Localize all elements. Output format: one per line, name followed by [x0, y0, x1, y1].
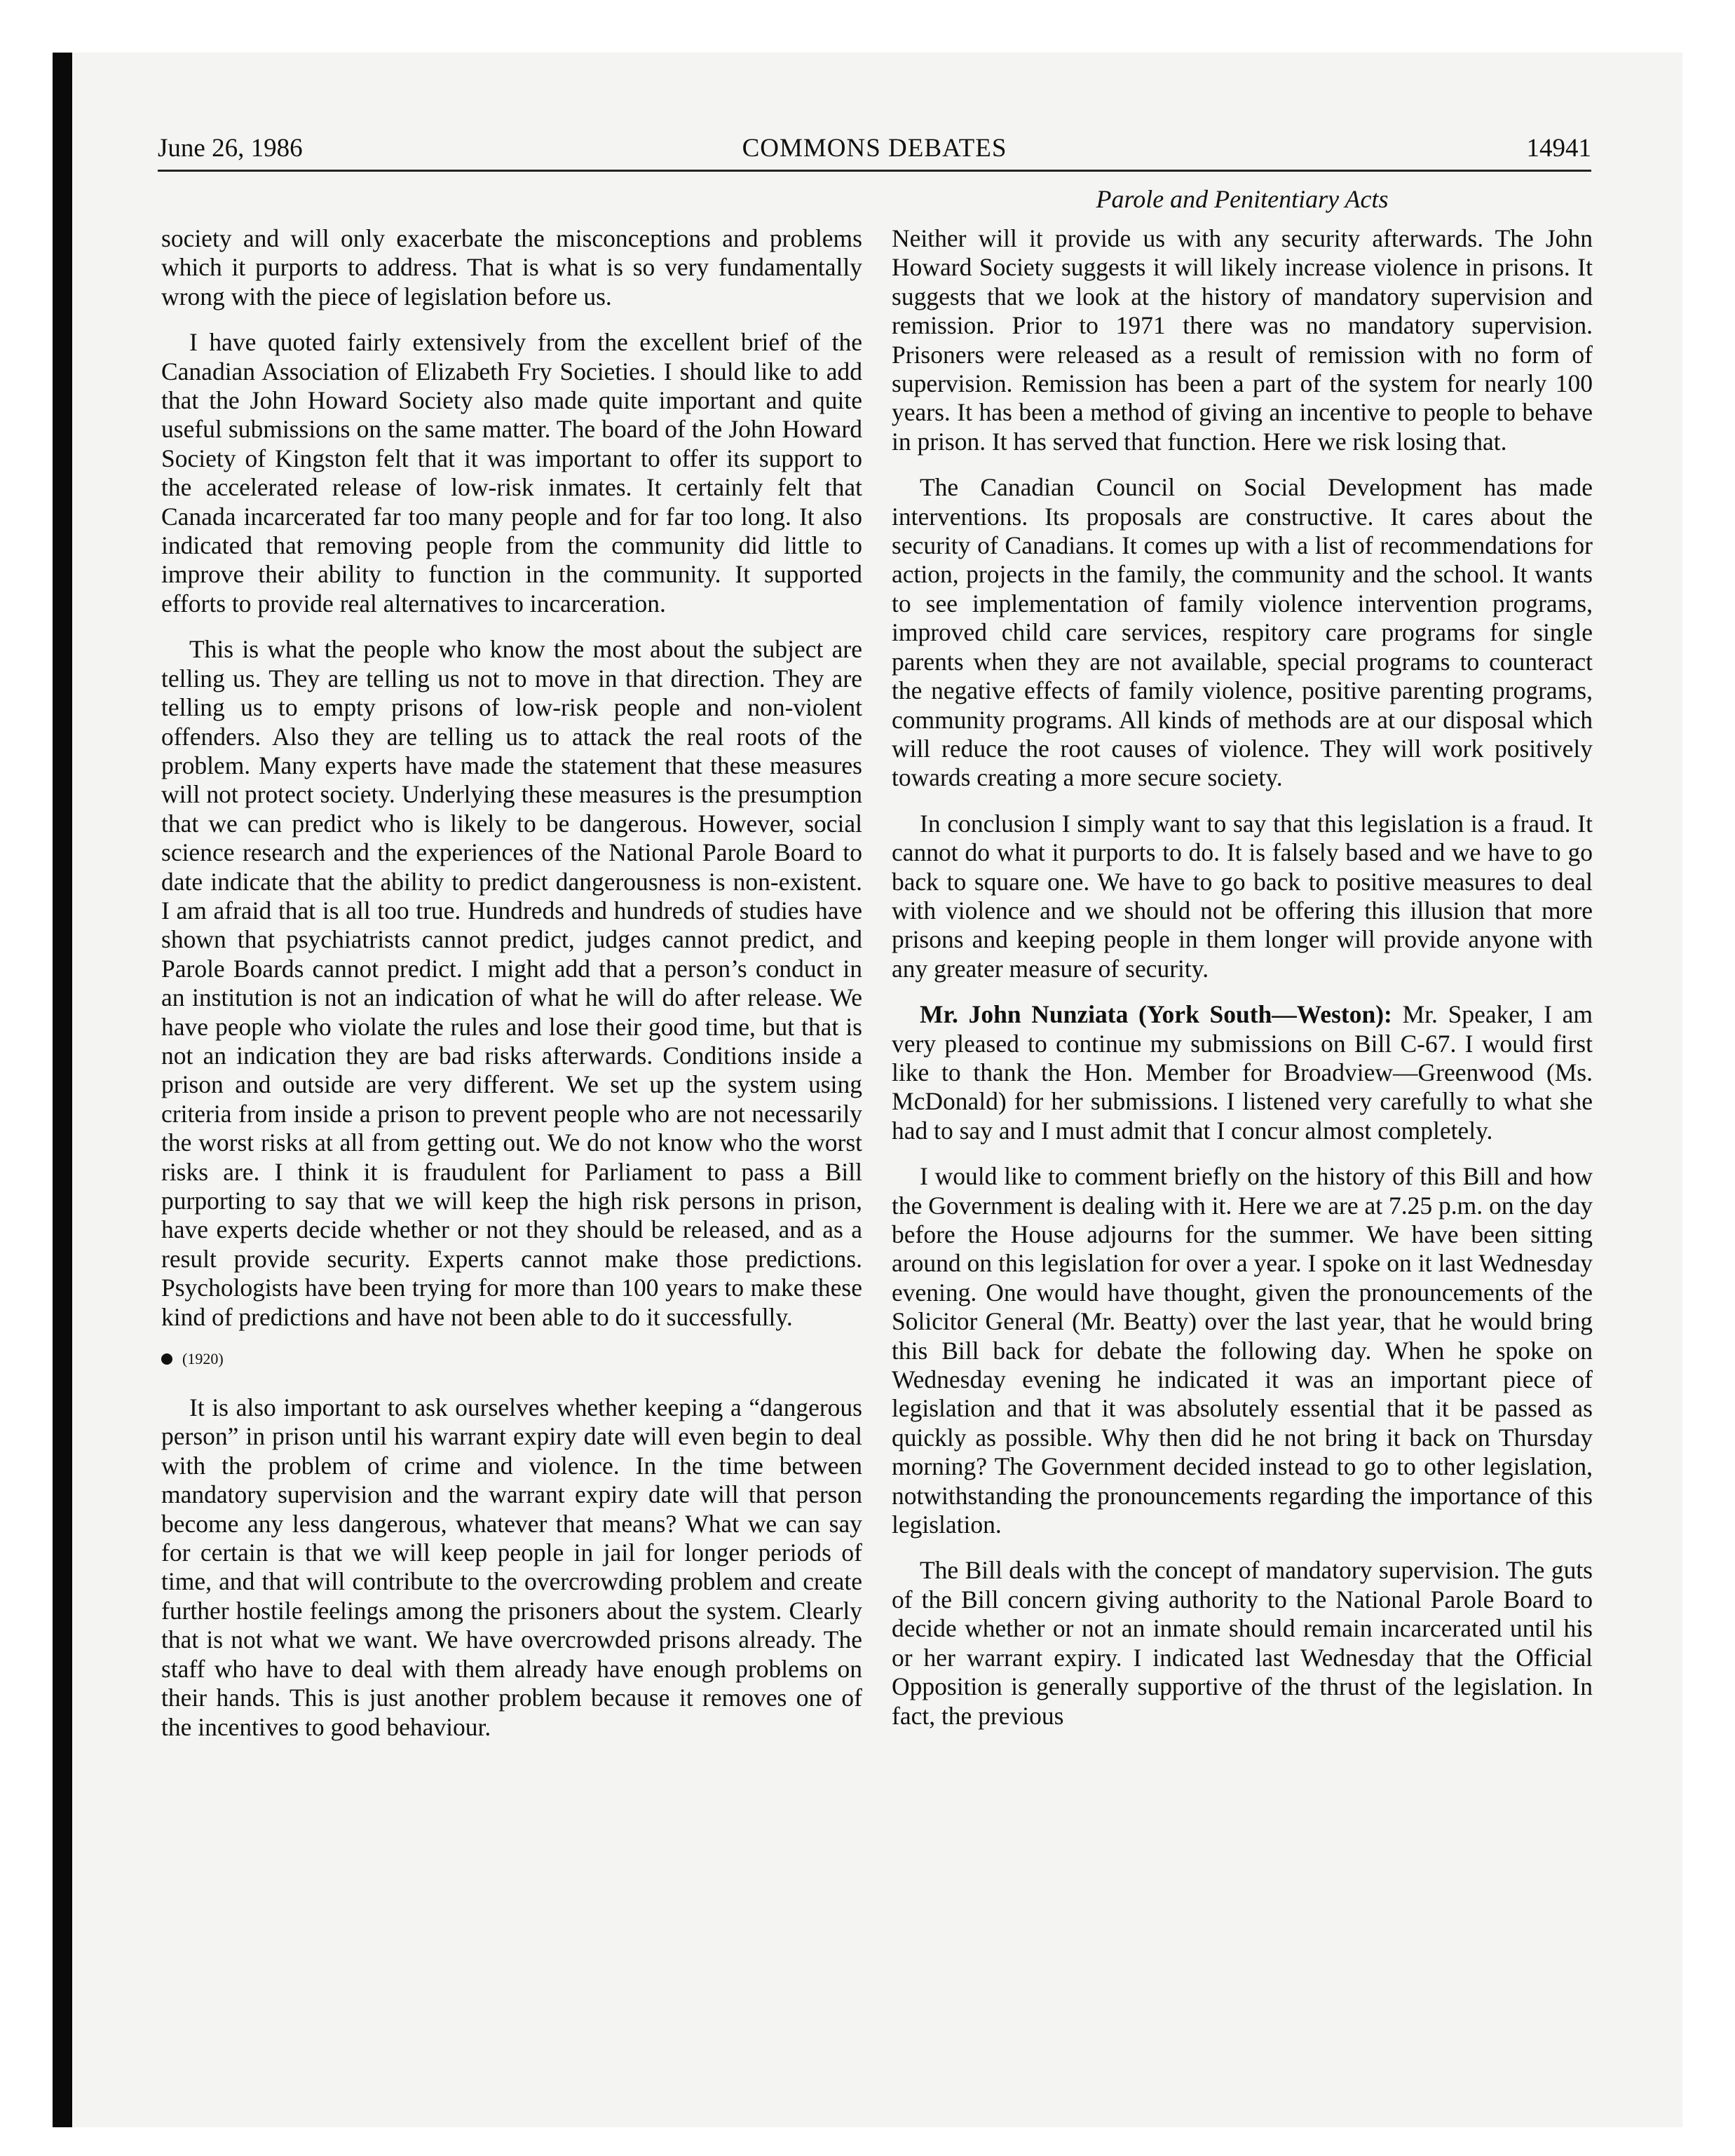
- publication-title: COMMONS DEBATES: [742, 134, 1007, 163]
- paragraph: I would like to comment briefly on the history of this Bill and how the Government is dealing with it. Here we are at 7.25 p.m. on the day before the House adjourns for the summer. We have been sitting around on this legislation for over a year. I spoke on it last Wednesday evening. One would have thought, given the pronouncements of the Solicitor General (Mr. Beatty) over the last year, that he would bring this Bill back for debate the following day. When he spoke on Wednesday evening he indicated it was an important piece of legislation and that it was absolutely essential that it be passed as quickly as possible. Why then did he not bring it back on Thursday morning? The Government decided instead to go to other legislation, notwithstanding the pronouncements regarding the importance of this legislation.: [892, 1162, 1593, 1539]
- paragraph: It is also important to ask ourselves whether keeping a “dangerous person” in prison until his warrant expiry date will even begin to deal with the problem of crime and violence. In the time between mandatory supervision and the warrant expiry date will that person become any less dangerous, whatever that means? What we can say for certain is that we will keep people in jail for longer periods of time, and that will contribute to the overcrowding problem and create further hostile feelings among the prisoners about the system. Clearly that is not what we want. We have overcrowded prisons already. The staff who have to deal with them already have enough problems on their hands. This is just another problem because it removes one of the incentives to good behaviour.: [161, 1393, 862, 1741]
- time-marker: [161, 1349, 862, 1370]
- paragraph: Neither will it provide us with any security afterwards. The John Howard Society suggests it will likely increase violence in prisons. It suggests that we look at the history of mandatory supervision and remission. Prior to 1971 there was no mandatory supervision. Prisoners were released as a result of remission with no form of supervision. Remission has been a part of the system for nearly 100 years. It has been a method of giving an incentive to people to behave in prison. It has served that function. Here we risk losing that.: [892, 224, 1593, 456]
- speech-paragraph: [892, 1000, 1593, 1145]
- time-marker-text: (1920): [182, 1350, 224, 1368]
- paragraph: In conclusion I simply want to say that this legislation is a fraud. It cannot do what it purports to do. It is falsely based and we have to go back to square one. We have to go back to positive measures to deal with violence and we should not be offering this illusion that more prisons and keeping people in them longer will provide anyone with any greater measure of security.: [892, 809, 1593, 983]
- left-column: [161, 224, 862, 1759]
- page-number: 14941: [1526, 134, 1591, 163]
- bullet-icon: [161, 1353, 172, 1365]
- right-column: [892, 224, 1593, 1747]
- speech-text: Mr. Speaker, I am very pleased to continue my submissions on Bill C-67. I would first like to thank the Hon. Member for Broadview—Greenwood (Ms. McDonald) for her submissions. I listened very carefully to what she had to say and I must admit that I concur almost completely.: [892, 1000, 1593, 1145]
- paragraph: This is what the people who know the most about the subject are telling us. They are telling us not to move in that direction. They are telling us to empty prisons of low-risk people and non-violent offenders. Also they are telling us to attack the real roots of the problem. Many experts have made the statement that these measures will not protect society. Underlying these measures is the presumption that we can predict who is likely to be dangerous. However, social science research and the experiences of the National Parole Board to date indicate that the ability to predict dangerousness is non-existent. I am afraid that is all too true. Hundreds and hundreds of studies have shown that psychiatrists cannot predict, judges cannot predict, and Parole Boards cannot predict. I might add that a person’s conduct in an institution is not an indication of what he will do after release. We have people who violate the rules and lose their good time, but that is not an indication they are bad risks afterwards. Conditions inside a prison and outside are very different. We set up the system using criteria from inside a prison to prevent people who are not necessarily the worst risks at all from getting out. We do not know who the worst risks are. I think it is fraudulent for Parliament to pass a Bill purporting to say that we will keep the high risk persons in prison, have experts decide whether or not they should be released, and as a result provide security. Experts cannot make those predictions. Psychologists have been trying for more than 100 years to make these kind of predictions and have not been able to do it successfully.: [161, 635, 862, 1331]
- page-header: [158, 130, 1591, 172]
- binding-edge: [53, 53, 72, 2127]
- speaker-name: Mr. John Nunziata (York South—Weston):: [920, 1000, 1392, 1029]
- paragraph: The Bill deals with the concept of mandatory supervision. The guts of the Bill concern giving authority to the National Parole Board to decide whether or not an inmate should remain incarcerated until his or her warrant expiry. I indicated last Wednesday that the Official Opposition is generally supportive of the thrust of the legislation. In fact, the previous: [892, 1556, 1593, 1730]
- paragraph: society and will only exacerbate the misconceptions and problems which it purports to address. That is what is so very fundamentally wrong with the piece of legislation before us.: [161, 224, 862, 311]
- running-head: Parole and Penitentiary Acts: [1096, 185, 1389, 213]
- header-date: June 26, 1986: [158, 134, 303, 163]
- paragraph: The Canadian Council on Social Development has made interventions. Its proposals are constructive. It cares about the security of Canadians. It comes up with a list of recommendations for action, projects in the family, the community and the school. It wants to see implementation of family violence intervention programs, improved child care services, respitory care programs for single parents when they are not available, special programs to counteract the negative effects of family violence, positive parenting programs, community programs. All kinds of methods are at our disposal which will reduce the root causes of violence. They will work positively towards creating a more secure society.: [892, 473, 1593, 792]
- paragraph: I have quoted fairly extensively from the excellent brief of the Canadian Association of Elizabeth Fry Societies. I should like to add that the John Howard Society also made quite important and quite useful submissions on the same matter. The board of the John Howard Society of Kingston felt that it was important to offer its support to the accelerated release of low-risk inmates. It certainly felt that Canada incarcerated far too many people and for far too long. It also indicated that removing people from the community did little to improve their ability to function in the community. It supported efforts to provide real alternatives to incarceration.: [161, 328, 862, 618]
